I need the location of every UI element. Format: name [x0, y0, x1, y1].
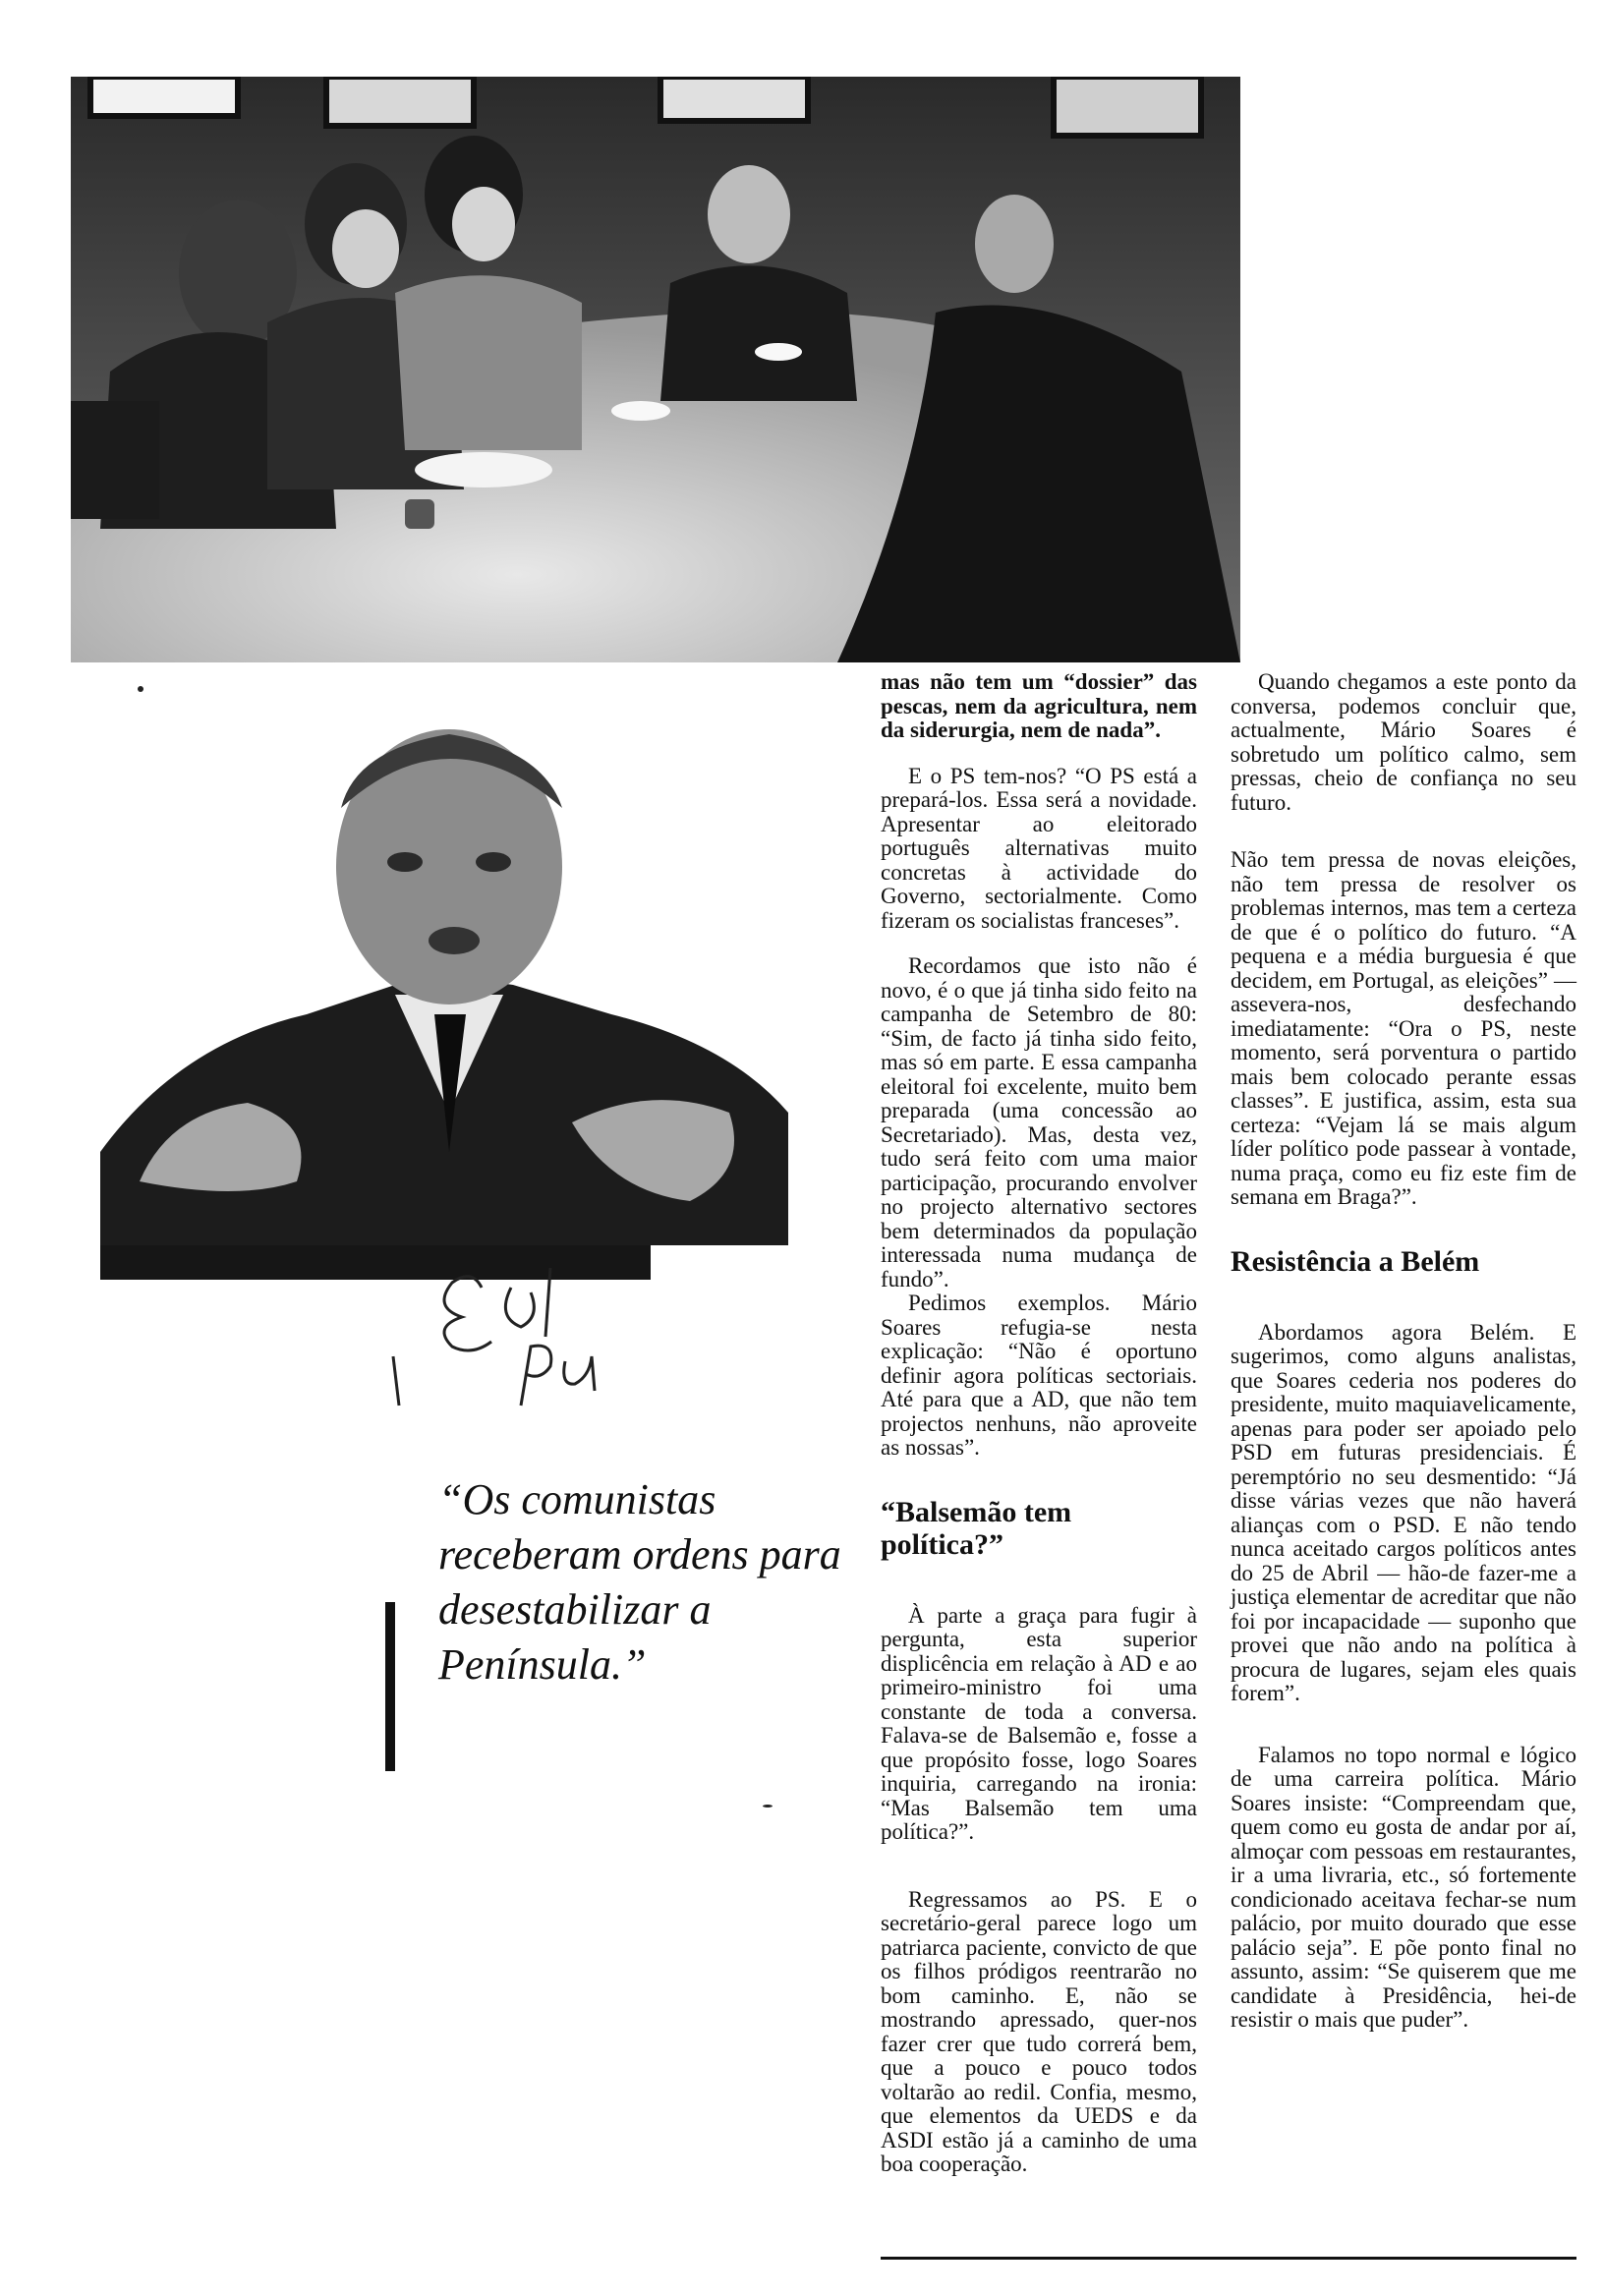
- quote-bar: [385, 1602, 395, 1771]
- paragraph: Recordamos que isto não é novo, é o que já tinha sido feito na campanha de Setembro de 80: “Sim, de facto já tinha sido feito, mas só em parte. E essa campanha eleitoral foi excelente, muito bem preparada (uma concessão ao Secretariado). Mas, desta vez, tudo será feito com uma maior participação, procurando envolver no projecto alternativo sectores bem determinados da população interessada numa mudança de fundo”.: [881, 953, 1197, 1292]
- paragraph: À parte a graça para fugir à pergunta, esta superior displicência em relação à AD e ao primeiro-ministro foi uma constante de toda a conversa. Falava-se de Balsemão e, fosse a que propósito fosse, logo Soares inquiria, carregando na ironia: “Mas Balsemão tem uma política?”.: [881, 1602, 1197, 1844]
- article-column-middle: [881, 670, 1197, 2177]
- meeting-photo: [71, 77, 1240, 662]
- article-column-right: [1231, 670, 1576, 2033]
- paragraph: Regressamos ao PS. E o secretário-geral parece logo um patriarca paciente, convicto de que os filhos pródigos reentrarão no bom caminho. E, não se mostrando apressado, quer-nos fazer crer que tudo correrá bem, que a pouco e pouco todos voltarão ao redil. Confia, mesmo, que elementos da UEDS e da ASDI estão já a caminho de uma boa cooperação.: [881, 1886, 1197, 2176]
- portrait-photo: [100, 690, 788, 1280]
- paragraph: Abordamos agora Belém. E sugerimos, como alguns analistas, que Soares cederia nos poderes do presidente, muito maquiavelicamente, apenas para poder ser apoiado pelo PSD em futuras presidenciais. É peremptório no seu desmentido: “Já disse várias vezes que não haverá alianças com o PSD. E não tendo nunca aceitado cargos políticos antes do 25 de Abril — hão-de fazer-me a justiça elementar de acreditar que não foi por incapacidade — suponho que provei que não ando na política à procura de lugares, sejam eles quais forem”.: [1231, 1319, 1576, 1705]
- speck: [138, 686, 143, 692]
- pull-quote: “Os comunistas receberam ordens para desestabilizar a Península.”: [438, 1475, 841, 1689]
- paragraph: Não tem pressa de novas eleições, não tem pressa de resolver os problemas internos, mas tem a certeza de que é o político do futuro. “A pequena e a média burguesia é que decidem, em Portugal, as eleições” — assevera-nos, desfechando imediatamente: “Ora o PS, neste momento, será porventura o partido mais bem colocado perante essas classes”. E justifica, assim, esta sua certeza: “Vejam lá se mais algum líder político pode passear à vontade, numa praça, como eu fiz este fim de semana em Braga?”.: [1231, 847, 1576, 1209]
- paragraph: Quando chegamos a este ponto da conversa, podemos concluir que, actualmente, Mário Soares é sobretudo um político calmo, sem pressas, cheio de confiança no seu futuro.: [1231, 669, 1576, 815]
- subheading: “Balsemão tem política?”: [881, 1495, 1072, 1561]
- handwritten-annotation: [373, 1248, 698, 1415]
- speck: [763, 1805, 773, 1808]
- bottom-rule: [881, 2257, 1576, 2260]
- paragraph: Pedimos exemplos. Mário Soares refugia-se nesta explicação: “Não é oportuno definir agora políticas sectoriais. Até para que a AD, que não tem projectos nenhuns, não aproveite as nossas”.: [881, 1291, 1197, 1460]
- paragraph: Falamos no topo normal e lógico de uma carreira política. Mário Soares insiste: “Compreendam que, quem como eu gosta de andar por aí, almoçar com pessoas em restaurantes, ir a uma livraria, etc., só fortemente condicionado aceitava fechar-se num palácio, por muito dourado que esse palácio seja”. E põe ponto final no assunto, assim: “Se quiserem que me candidate à Presidência, hei-de resistir o mais que puder”.: [1231, 1742, 1576, 2032]
- paragraph: E o PS tem-nos? “O PS está a prepará-los. Essa será a novidade. Apresentar ao eleitorado português alternativas muito concretas à actividade do Governo, sectorialmente. Como fizeram os socialistas franceses”.: [881, 763, 1197, 933]
- subheading: Resistência a Belém: [1231, 1244, 1480, 1278]
- paragraph: mas não tem um “dossier” das pescas, nem da agricultura, nem da siderurgia, nem de nada”.: [881, 669, 1197, 742]
